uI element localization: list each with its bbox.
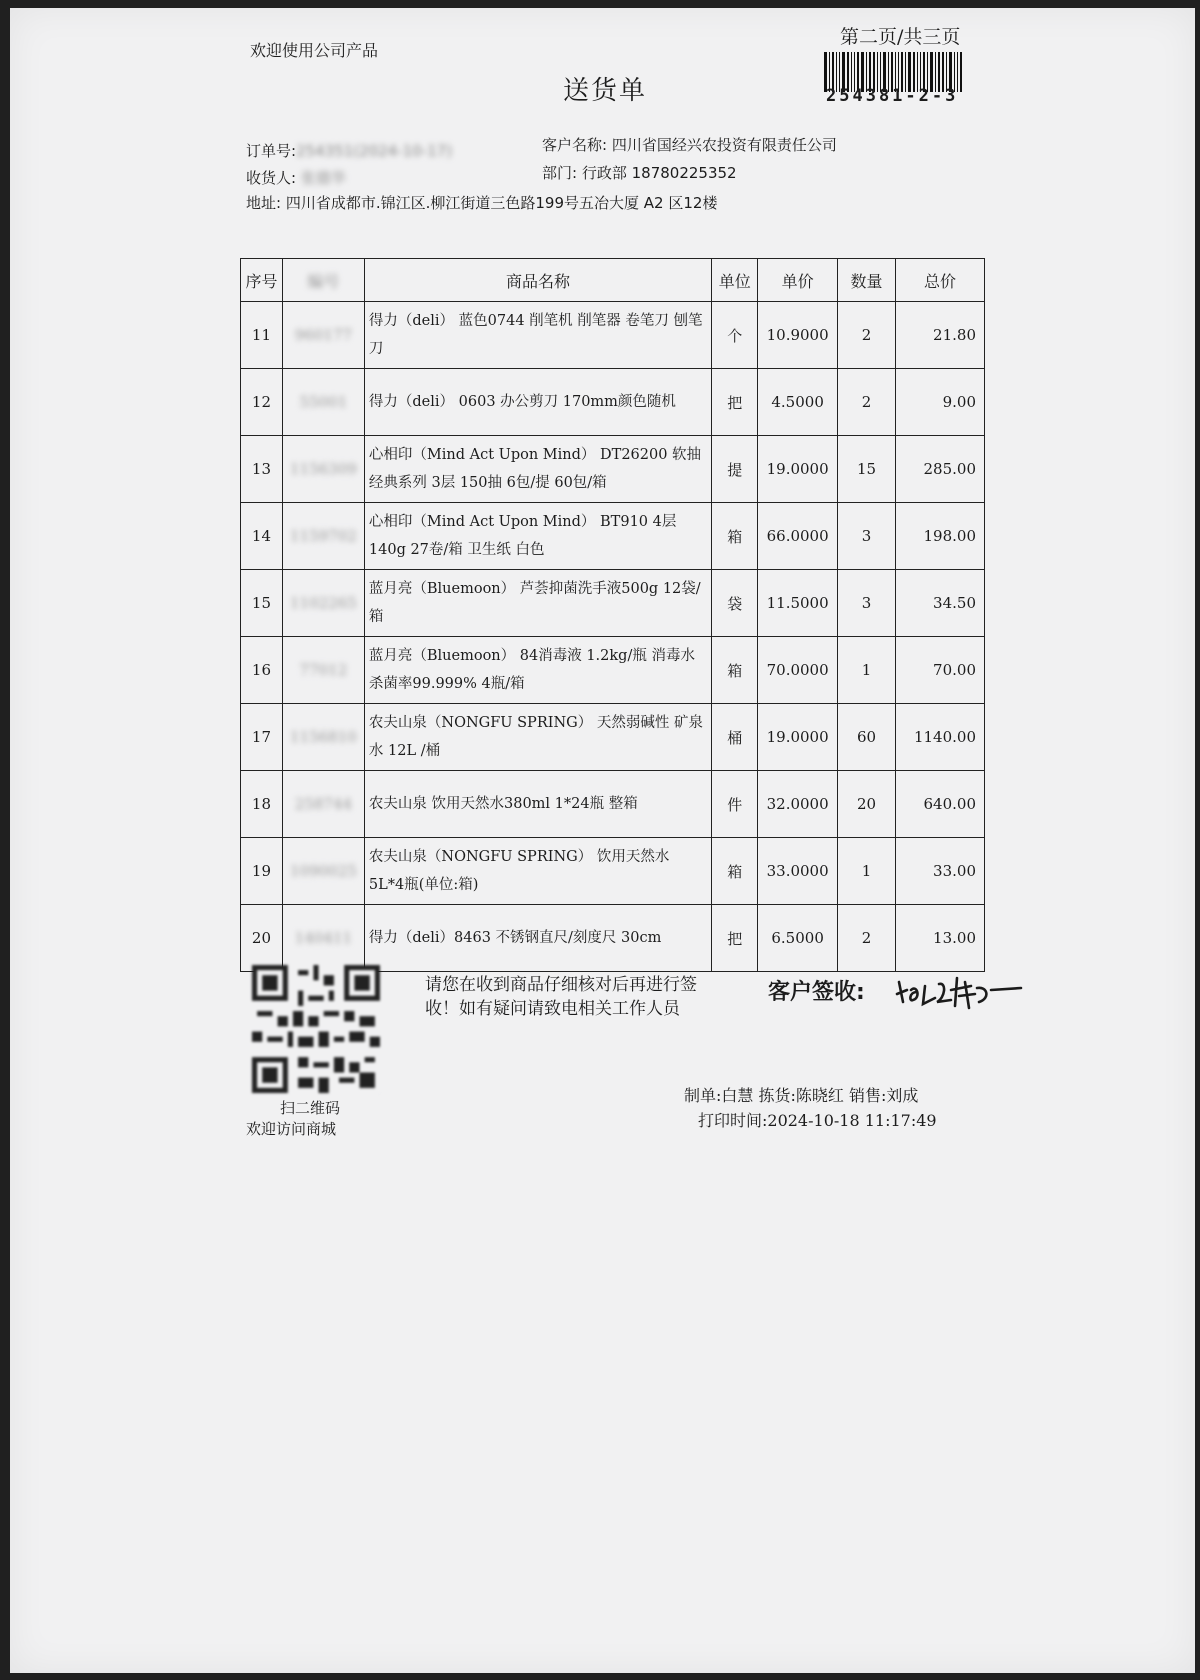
row-code: 1102265 xyxy=(282,570,364,637)
qr-code-icon xyxy=(252,965,380,1093)
row-number: 12 xyxy=(241,369,283,436)
row-code: 1090025 xyxy=(282,838,364,905)
customer-value: 四川省国经兴农投资有限责任公司 xyxy=(611,136,837,154)
header-price: 单价 xyxy=(758,259,838,302)
table-row xyxy=(241,905,985,972)
dept-value: 行政部 18780225352 xyxy=(581,164,737,182)
header-qty: 数量 xyxy=(838,259,896,302)
row-unit: 箱 xyxy=(712,503,758,570)
row-code: 140411 xyxy=(282,905,364,972)
row-code: 258744 xyxy=(282,771,364,838)
row-product-name: 心相印（Mind Act Upon Mind） BT910 4层 140g 27卷/箱 卫生纸 白色 xyxy=(364,503,711,570)
row-product-name: 蓝月亮（Bluemoon） 84消毒液 1.2kg/瓶 消毒水 杀菌率99.999% 4瓶/箱 xyxy=(364,637,711,704)
receiver-value: 张德华 xyxy=(300,169,346,187)
order-value: 254351(2024-10-17) xyxy=(296,142,453,160)
table-row xyxy=(241,302,985,369)
row-code: 1156810 xyxy=(282,704,364,771)
row-unit: 个 xyxy=(712,302,758,369)
address-value: 四川省成都市.锦江区.柳江街道三色路199号五冶大厦 A2 区12楼 xyxy=(285,194,718,212)
row-quantity: 3 xyxy=(838,503,896,570)
row-product-name: 农夫山泉（NONGFU SPRING） 饮用天然水 5L*4瓶(单位:箱) xyxy=(364,838,711,905)
row-unit-price: 6.5000 xyxy=(758,905,838,972)
department xyxy=(542,162,737,183)
row-quantity: 1 xyxy=(838,637,896,704)
row-quantity: 2 xyxy=(838,905,896,972)
row-total: 21.80 xyxy=(896,302,985,369)
row-unit-price: 66.0000 xyxy=(758,503,838,570)
table-row xyxy=(241,838,985,905)
dept-label: 部门: xyxy=(542,164,578,182)
table-row xyxy=(241,704,985,771)
row-unit: 袋 xyxy=(712,570,758,637)
row-number: 11 xyxy=(241,302,283,369)
row-quantity: 2 xyxy=(838,369,896,436)
row-quantity: 2 xyxy=(838,302,896,369)
row-number: 18 xyxy=(241,771,283,838)
row-product-name: 农夫山泉（NONGFU SPRING） 天然弱碱性 矿泉水 12L /桶 xyxy=(364,704,711,771)
address-label: 地址: xyxy=(246,194,282,212)
customer-name xyxy=(542,134,837,155)
row-product-name: 心相印（Mind Act Upon Mind） DT26200 软抽 经典系列 3层 150抽 6包/提 60包/箱 xyxy=(364,436,711,503)
header-total: 总价 xyxy=(896,259,985,302)
row-unit-price: 10.9000 xyxy=(758,302,838,369)
row-quantity: 60 xyxy=(838,704,896,771)
row-code: 77012 xyxy=(282,637,364,704)
qr-caption: 扫二维码 xyxy=(280,1099,341,1117)
row-unit: 件 xyxy=(712,771,758,838)
items-table xyxy=(240,258,985,972)
row-total: 640.00 xyxy=(896,771,985,838)
row-number: 17 xyxy=(241,704,283,771)
row-number: 13 xyxy=(241,436,283,503)
row-product-name: 得力（deli） 蓝色0744 削笔机 削笔器 卷笔刀 刨笔刀 xyxy=(364,302,711,369)
table-row xyxy=(241,570,985,637)
header-no: 序号 xyxy=(241,259,283,302)
row-number: 20 xyxy=(241,905,283,972)
row-unit-price: 11.5000 xyxy=(758,570,838,637)
row-total: 33.00 xyxy=(896,838,985,905)
row-number: 14 xyxy=(241,503,283,570)
welcome-text: 欢迎使用公司产品 xyxy=(250,41,379,60)
row-unit: 把 xyxy=(712,369,758,436)
order-label: 订单号: xyxy=(246,142,297,160)
qr-caption-welcome: 欢迎访问商城 xyxy=(246,1120,337,1138)
staff-info: 制单:白慧 拣货:陈晓红 销售:刘成 xyxy=(684,1086,919,1105)
row-quantity: 20 xyxy=(838,771,896,838)
customer-sign-label: 客户签收: xyxy=(768,980,865,1005)
receiver xyxy=(246,167,346,188)
row-code: 1156309 xyxy=(282,436,364,503)
row-code: 1159702 xyxy=(282,503,364,570)
page-indicator: 第二页/共三页 xyxy=(840,26,961,48)
row-total: 1140.00 xyxy=(896,704,985,771)
header-unit: 单位 xyxy=(712,259,758,302)
barcode-number: 254381-2-3 xyxy=(826,86,959,106)
row-quantity: 15 xyxy=(838,436,896,503)
row-unit: 箱 xyxy=(712,838,758,905)
sign-notice: 请您在收到商品仔细核对后再进行签收！如有疑问请致电相关工作人员 xyxy=(425,975,697,1019)
row-product-name: 农夫山泉 饮用天然水380ml 1*24瓶 整箱 xyxy=(364,771,711,838)
row-total: 198.00 xyxy=(896,503,985,570)
row-total: 34.50 xyxy=(896,570,985,637)
header-code: 编号 xyxy=(282,259,364,302)
order-number xyxy=(246,140,452,161)
row-unit-price: 70.0000 xyxy=(758,637,838,704)
table-header-row xyxy=(241,259,985,302)
print-time: 打印时间:2024-10-18 11:17:49 xyxy=(698,1111,937,1130)
table-row xyxy=(241,436,985,503)
row-number: 19 xyxy=(241,838,283,905)
signature-icon xyxy=(895,968,1025,1014)
row-product-name: 蓝月亮（Bluemoon） 芦荟抑菌洗手液500g 12袋/箱 xyxy=(364,570,711,637)
row-code: 960177 xyxy=(282,302,364,369)
customer-label: 客户名称: xyxy=(542,136,608,154)
row-unit: 桶 xyxy=(712,704,758,771)
receiver-label: 收货人: xyxy=(246,169,297,187)
row-product-name: 得力（deli）8463 不锈钢直尺/刻度尺 30cm xyxy=(364,905,711,972)
row-total: 9.00 xyxy=(896,369,985,436)
address xyxy=(246,192,717,213)
row-unit-price: 19.0000 xyxy=(758,436,838,503)
row-unit-price: 19.0000 xyxy=(758,704,838,771)
table-row xyxy=(241,771,985,838)
document-title: 送货单 xyxy=(563,76,648,106)
row-quantity: 1 xyxy=(838,838,896,905)
table-row xyxy=(241,637,985,704)
row-total: 285.00 xyxy=(896,436,985,503)
row-total: 13.00 xyxy=(896,905,985,972)
row-unit: 提 xyxy=(712,436,758,503)
row-product-name: 得力（deli） 0603 办公剪刀 170mm颜色随机 xyxy=(364,369,711,436)
header-name: 商品名称 xyxy=(364,259,711,302)
table-row xyxy=(241,503,985,570)
row-unit-price: 32.0000 xyxy=(758,771,838,838)
table-row xyxy=(241,369,985,436)
row-quantity: 3 xyxy=(838,570,896,637)
row-total: 70.00 xyxy=(896,637,985,704)
row-code: 55001 xyxy=(282,369,364,436)
row-unit-price: 4.5000 xyxy=(758,369,838,436)
row-number: 15 xyxy=(241,570,283,637)
row-number: 16 xyxy=(241,637,283,704)
row-unit-price: 33.0000 xyxy=(758,838,838,905)
row-unit: 把 xyxy=(712,905,758,972)
row-unit: 箱 xyxy=(712,637,758,704)
